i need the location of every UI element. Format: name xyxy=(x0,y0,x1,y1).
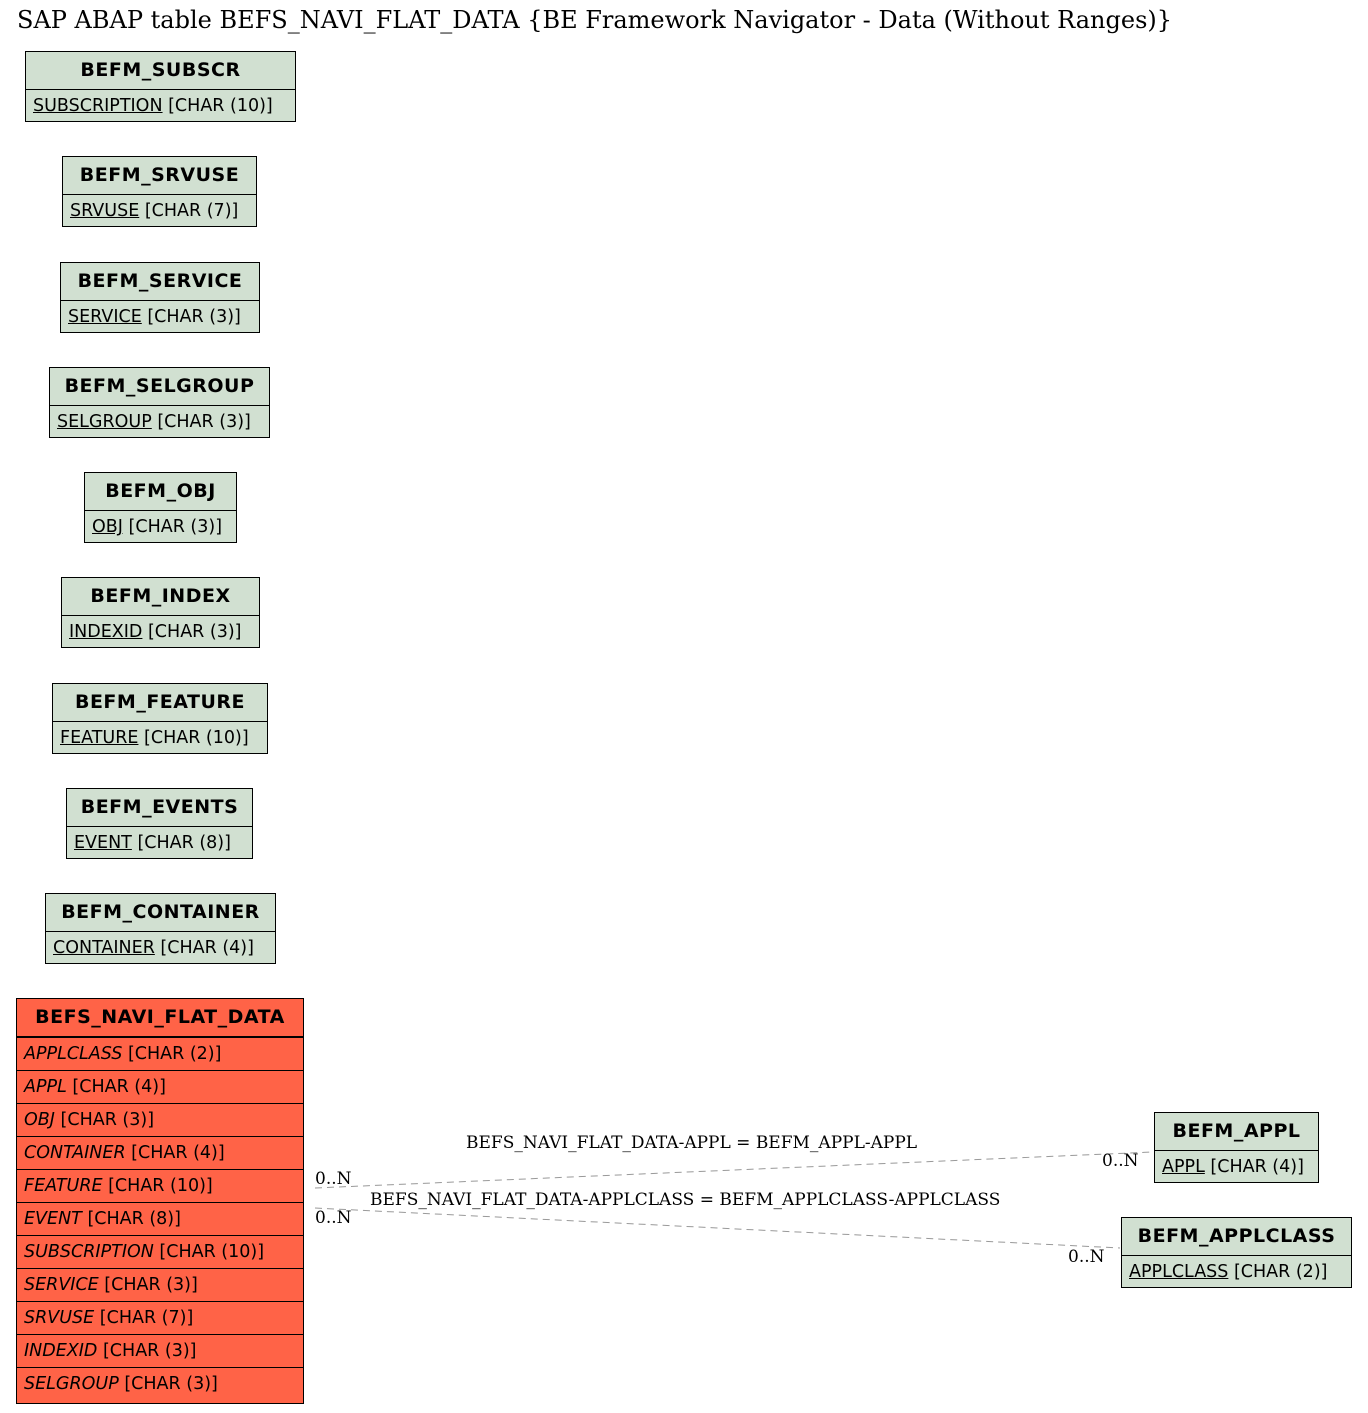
field-type: [CHAR (3)] xyxy=(98,1275,198,1295)
field-name: OBJ xyxy=(92,517,123,537)
entity-field xyxy=(26,90,295,123)
entity-field xyxy=(17,1169,303,1202)
field-type: [CHAR (3)] xyxy=(54,1110,155,1130)
field-type: [CHAR (3)] xyxy=(151,412,251,432)
entity-title: BEFM_SUBSCR xyxy=(26,52,295,90)
entity-field xyxy=(1155,1151,1318,1184)
entity-title: BEFM_APPLCLASS xyxy=(1122,1218,1351,1256)
entity-befm-applclass xyxy=(1121,1217,1352,1288)
field-name: SRVUSE xyxy=(70,201,140,221)
entity-field xyxy=(17,1334,303,1367)
entity-title: BEFM_SERVICE xyxy=(61,263,259,301)
entity-title: BEFM_INDEX xyxy=(62,578,259,616)
field-type: [CHAR (10)] xyxy=(162,96,273,116)
entity-field xyxy=(17,1202,303,1235)
relation-line-appl xyxy=(315,1152,1153,1188)
entity-field xyxy=(17,1037,303,1070)
field-name: EVENT xyxy=(24,1209,82,1229)
entity-field xyxy=(17,1136,303,1169)
field-name: CONTAINER xyxy=(24,1143,126,1163)
field-name: INDEXID xyxy=(24,1341,98,1361)
entity-befm-service xyxy=(60,262,260,333)
entity-title: BEFM_SRVUSE xyxy=(63,157,256,195)
entity-befs-navi-flat-data xyxy=(16,998,304,1404)
field-type: [CHAR (2)] xyxy=(1228,1262,1328,1282)
entity-field xyxy=(17,1235,303,1268)
field-type: [CHAR (8)] xyxy=(131,833,231,853)
field-name: EVENT xyxy=(74,833,132,853)
entity-befm-subscr xyxy=(25,51,296,122)
field-type: [CHAR (4)] xyxy=(125,1143,225,1163)
entity-befm-events xyxy=(66,788,253,859)
field-name: SUBSCRIPTION xyxy=(24,1242,154,1262)
field-name: APPL xyxy=(24,1077,67,1097)
field-type: [CHAR (3)] xyxy=(141,307,241,327)
entity-field xyxy=(61,301,259,334)
cardinality-to-applclass: 0..N xyxy=(1068,1247,1105,1267)
field-name: SRVUSE xyxy=(24,1308,95,1328)
entity-title: BEFM_EVENTS xyxy=(67,789,252,827)
field-type: [CHAR (10)] xyxy=(138,728,249,748)
entity-field xyxy=(17,1301,303,1334)
entity-field xyxy=(85,511,236,544)
cardinality-from-applclass: 0..N xyxy=(315,1208,352,1228)
relation-line-applclass xyxy=(315,1208,1120,1248)
field-type: [CHAR (4)] xyxy=(66,1077,166,1097)
entity-befm-feature xyxy=(52,683,268,754)
field-name: APPLCLASS xyxy=(24,1044,123,1064)
entity-befm-index xyxy=(61,577,260,648)
field-name: FEATURE xyxy=(24,1176,103,1196)
field-type: [CHAR (10)] xyxy=(102,1176,213,1196)
field-name: SERVICE xyxy=(24,1275,99,1295)
entity-field xyxy=(62,616,259,649)
field-type: [CHAR (4)] xyxy=(1204,1157,1304,1177)
entity-field xyxy=(50,406,269,439)
entity-befm-appl xyxy=(1154,1112,1319,1183)
entity-field xyxy=(67,827,252,860)
cardinality-to-appl: 0..N xyxy=(1102,1151,1139,1171)
field-name: APPLCLASS xyxy=(1129,1262,1229,1282)
entity-field xyxy=(17,1070,303,1103)
entity-title: BEFM_CONTAINER xyxy=(46,894,275,932)
relation-label-applclass: BEFS_NAVI_FLAT_DATA-APPLCLASS = BEFM_APPLCLASS-APPLCLASS xyxy=(370,1190,1001,1210)
entity-title: BEFM_SELGROUP xyxy=(50,368,269,406)
entity-field xyxy=(53,722,267,755)
entity-field xyxy=(17,1103,303,1136)
entity-title: BEFM_OBJ xyxy=(85,473,236,511)
entity-field xyxy=(17,1367,303,1400)
field-name: INDEXID xyxy=(69,622,143,642)
entity-field xyxy=(46,932,275,965)
entity-title: BEFM_FEATURE xyxy=(53,684,267,722)
field-type: [CHAR (3)] xyxy=(118,1374,218,1394)
entity-befm-srvuse xyxy=(62,156,257,227)
field-name: SELGROUP xyxy=(57,412,152,432)
field-type: [CHAR (8)] xyxy=(81,1209,181,1229)
field-name: SUBSCRIPTION xyxy=(33,96,163,116)
field-type: [CHAR (7)] xyxy=(94,1308,194,1328)
entity-title: BEFM_APPL xyxy=(1155,1113,1318,1151)
field-type: [CHAR (7)] xyxy=(139,201,239,221)
entity-befm-container xyxy=(45,893,276,964)
entity-field xyxy=(63,195,256,228)
field-name: FEATURE xyxy=(60,728,139,748)
entity-befm-selgroup xyxy=(49,367,270,438)
field-type: [CHAR (10)] xyxy=(153,1242,265,1262)
cardinality-from-appl: 0..N xyxy=(315,1169,352,1189)
field-name: SELGROUP xyxy=(24,1374,119,1394)
entity-field xyxy=(1122,1256,1351,1289)
field-name: OBJ xyxy=(24,1110,55,1130)
field-type: [CHAR (3)] xyxy=(97,1341,197,1361)
field-name: CONTAINER xyxy=(53,938,155,958)
field-type: [CHAR (4)] xyxy=(154,938,254,958)
relation-label-appl: BEFS_NAVI_FLAT_DATA-APPL = BEFM_APPL-APPL xyxy=(466,1133,918,1153)
entity-title: BEFS_NAVI_FLAT_DATA xyxy=(17,999,303,1037)
field-type: [CHAR (3)] xyxy=(142,622,242,642)
field-name: SERVICE xyxy=(68,307,142,327)
field-type: [CHAR (3)] xyxy=(122,517,223,537)
field-name: APPL xyxy=(1162,1157,1205,1177)
field-type: [CHAR (2)] xyxy=(122,1044,222,1064)
diagram-title: SAP ABAP table BEFS_NAVI_FLAT_DATA {BE Framework Navigator - Data (Without Ranges)} xyxy=(17,6,1173,34)
entity-field xyxy=(17,1268,303,1301)
entity-befm-obj xyxy=(84,472,237,543)
